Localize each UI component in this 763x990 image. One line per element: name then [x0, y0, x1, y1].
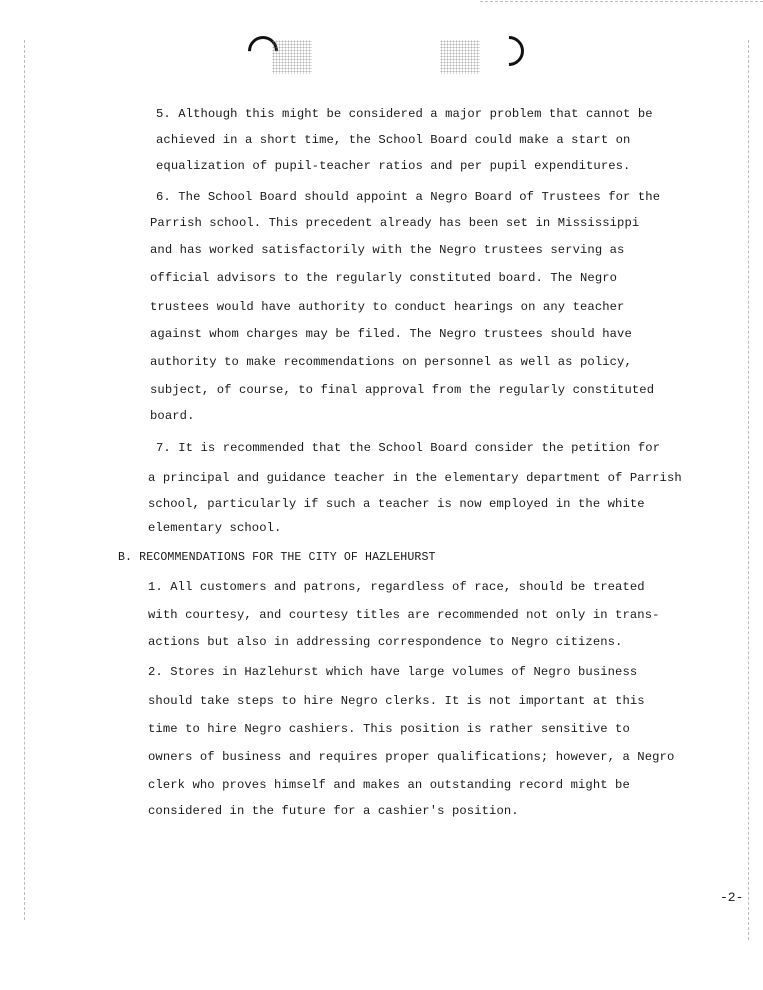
- paragraph-6-line-3: and has worked satisfactorily with the Negro trustees serving as: [150, 243, 625, 257]
- paragraph-5-line-2: achieved in a short time, the School Board could make a start on: [156, 133, 631, 147]
- paragraph-6-line-8: subject, of course, to final approval from the regularly constituted: [150, 383, 655, 397]
- section-b-heading: B. RECOMMENDATIONS FOR THE CITY OF HAZLEHURST: [118, 551, 436, 564]
- item-2-line-2: should take steps to hire Negro clerks. It is not important at this: [148, 694, 645, 708]
- item-2-line-1: 2. Stores in Hazlehurst which have large volumes of Negro business: [148, 665, 638, 679]
- item-1-line-1: 1. All customers and patrons, regardless of race, should be treated: [148, 580, 645, 594]
- scan-right-edge: [748, 40, 749, 940]
- scan-edge-dashes: [480, 1, 763, 2]
- punch-hole-right: [488, 30, 530, 72]
- item-1-line-3: actions but also in addressing correspondence to Negro citizens.: [148, 635, 623, 649]
- paragraph-6-line-7: authority to make recommendations on personnel as well as policy,: [150, 355, 632, 369]
- paragraph-7-line-1: 7. It is recommended that the School Board consider the petition for: [156, 441, 661, 455]
- scan-speckle-right: [440, 40, 480, 74]
- scan-speckle-left: [272, 40, 312, 74]
- paragraph-6-line-2: Parrish school. This precedent already has been set in Mississippi: [150, 216, 640, 230]
- paragraph-6-line-5: trustees would have authority to conduct hearings on any teacher: [150, 300, 625, 314]
- paragraph-5-line-3: equalization of pupil-teacher ratios and per pupil expenditures.: [156, 159, 631, 173]
- paragraph-6-line-1: 6. The School Board should appoint a Negro Board of Trustees for the: [156, 190, 661, 204]
- item-2-line-5: clerk who proves himself and makes an outstanding record might be: [148, 778, 630, 792]
- paragraph-7-line-4: elementary school.: [148, 521, 282, 535]
- paragraph-7-line-2: a principal and guidance teacher in the elementary department of Parrish: [148, 471, 682, 485]
- paragraph-6-line-9: board.: [150, 409, 195, 423]
- item-2-line-4: owners of business and requires proper qualifications; however, a Negro: [148, 750, 675, 764]
- item-2-line-3: time to hire Negro cashiers. This position is rather sensitive to: [148, 722, 630, 736]
- item-2-line-6: considered in the future for a cashier's position.: [148, 804, 519, 818]
- page-number: -2-: [720, 890, 744, 905]
- scan-left-edge: [24, 40, 25, 920]
- paragraph-5-line-1: 5. Although this might be considered a major problem that cannot be: [156, 107, 653, 121]
- item-1-line-2: with courtesy, and courtesy titles are recommended not only in trans-: [148, 608, 660, 622]
- paragraph-7-line-3: school, particularly if such a teacher is now employed in the white: [148, 497, 645, 511]
- paragraph-6-line-4: official advisors to the regularly constituted board. The Negro: [150, 271, 618, 285]
- paragraph-6-line-6: against whom charges may be filed. The Negro trustees should have: [150, 327, 632, 341]
